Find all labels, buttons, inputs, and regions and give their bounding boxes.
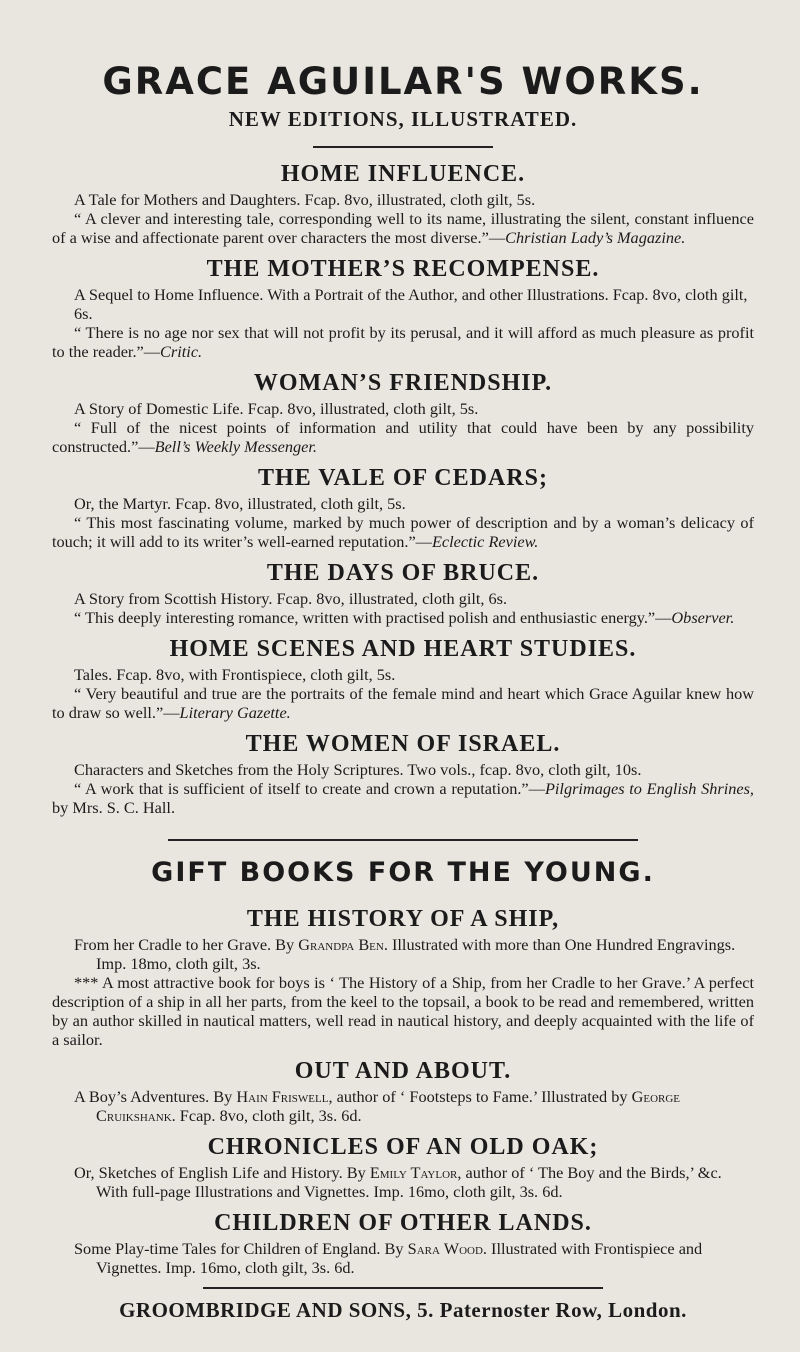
review-source: Pilgrimages to English Shrines, (544, 779, 754, 798)
book-description: Or, the Martyr. Fcap. 8vo, illustrated, cloth gilt, 5s. (74, 494, 406, 513)
book-title: THE MOTHER’S RECOMPENSE. (206, 256, 600, 282)
book-description (74, 1163, 754, 1201)
book-entry (52, 635, 754, 722)
description-text: Or, Sketches of English Life and History. By (74, 1163, 370, 1182)
book-entry (52, 905, 754, 1049)
review-text: “ Full of the nicest points of information and utility that could have been by any possibility constructed.”— (52, 418, 754, 456)
divider (168, 839, 638, 841)
divider (313, 146, 493, 148)
review-source: Christian Lady’s Magazine. (505, 228, 686, 247)
book-description (74, 935, 754, 973)
book-review (52, 608, 754, 627)
author-name: Emily Taylor (369, 1163, 458, 1182)
book-review (52, 209, 754, 247)
book-description: A Tale for Mothers and Daughters. Fcap. 8vo, illustrated, cloth gilt, 5s. (74, 190, 536, 209)
book-review (52, 684, 754, 722)
review-source-suffix: by Mrs. S. C. Hall. (52, 798, 176, 817)
book-description: A Story from Scottish History. Fcap. 8vo, illustrated, cloth gilt, 6s. (74, 589, 508, 608)
description-text: A Boy’s Adventures. By (74, 1087, 237, 1106)
review-text: “ This deeply interesting romance, written with practised polish and enthusiastic energy.”— (74, 608, 672, 627)
description-text: . Fcap. 8vo, cloth gilt, 3s. 6d. (171, 1106, 362, 1125)
description-text: , author of ‘ The Boy and the Birds,’ &c. With full-page Illustrations and Vignettes. Imp. 16mo, cloth gilt, 3s. 6d. (96, 1163, 722, 1201)
publisher-imprint: GROOMBRIDGE AND SONS, 5. Paternoster Row, London. (119, 1298, 687, 1322)
book-title: OUT AND ABOUT. (294, 1058, 512, 1084)
author-name: Sara Wood (407, 1239, 483, 1258)
book-entry (52, 369, 754, 456)
book-review (52, 418, 754, 456)
review-text: “ Very beautiful and true are the portraits of the female mind and heart which Grace Aguilar knew how to draw so well.”— (52, 684, 754, 722)
book-entry (52, 1209, 754, 1277)
review-source: Critic. (160, 342, 203, 361)
gift-books-heading: GIFT BOOKS FOR THE YOUNG. (151, 857, 655, 888)
book-title: CHILDREN OF OTHER LANDS. (214, 1210, 592, 1236)
book-description: Characters and Sketches from the Holy Scriptures. Two vols., fcap. 8vo, cloth gilt, 10s. (74, 760, 642, 779)
book-title: HOME SCENES AND HEART STUDIES. (169, 636, 637, 662)
review-text: “ A clever and interesting tale, corresponding well to its name, illustrating the silent, constant influence of a wise and affectionate parent over characters the most diverse.”— (52, 209, 754, 247)
book-title: CHRONICLES OF AN OLD OAK; (207, 1134, 599, 1160)
book-description: Tales. Fcap. 8vo, with Frontispiece, cloth gilt, 5s. (74, 665, 396, 684)
book-review (52, 323, 754, 361)
review-source: Observer. (671, 608, 735, 627)
book-entry (52, 559, 754, 627)
description-text: Some Play-time Tales for Children of England. By (74, 1239, 408, 1258)
book-title: THE WOMEN OF ISRAEL. (245, 731, 561, 757)
review-text: “ This most fascinating volume, marked by much power of description and by a woman’s delicacy of touch; it will add to its writer’s well-earned reputation.”— (52, 513, 754, 551)
book-entry (52, 160, 754, 247)
review-text: “ A work that is sufficient of itself to create and crown a reputation.”— (74, 779, 545, 798)
review-source: Bell’s Weekly Messenger. (154, 437, 317, 456)
review-source: Eclectic Review. (431, 532, 539, 551)
divider (203, 1287, 603, 1289)
book-description: A Story of Domestic Life. Fcap. 8vo, illustrated, cloth gilt, 5s. (74, 399, 479, 418)
book-entry (52, 730, 754, 817)
book-description (74, 1087, 754, 1125)
book-title: HOME INFLUENCE. (280, 161, 526, 187)
review-source: Literary Gazette. (179, 703, 291, 722)
author-name: Grandpa Ben (298, 935, 384, 954)
book-note: *** A most attractive book for boys is ‘ The History of a Ship, from her Cradle to her Grave.’ A perfect description of a ship in all her parts, from the keel to the topsail, a book to be read and remembered, written by an author skilled in nautical matters, well read in nautical history, and deeply acquainted with the life of a sailor. (52, 973, 754, 1049)
book-review (52, 779, 754, 817)
book-review (52, 513, 754, 551)
book-entry (52, 464, 754, 551)
book-title: THE VALE OF CEDARS; (258, 465, 548, 491)
book-entry (52, 1057, 754, 1125)
author-name: Hain Friswell (236, 1087, 329, 1106)
book-title: WOMAN’S FRIENDSHIP. (253, 370, 553, 396)
illustrator-name: George Cruikshank (96, 1087, 681, 1125)
book-description (74, 1239, 754, 1277)
description-text: From her Cradle to her Grave. By (74, 935, 299, 954)
book-description: A Sequel to Home Influence. With a Portrait of the Author, and other Illustrations. Fcap. 8vo, cloth gilt, 6s. (74, 285, 748, 323)
book-entry (52, 1133, 754, 1201)
page-title: GRACE AGUILAR'S WORKS. (102, 60, 704, 103)
book-entry (52, 255, 754, 361)
description-text: . Illustrated with Frontispiece and Vignettes. Imp. 16mo, cloth gilt, 3s. 6d. (96, 1239, 703, 1277)
review-text: “ There is no age nor sex that will not profit by its perusal, and it will afford as much pleasure as profit to the reader.”— (52, 323, 754, 361)
page-subtitle: NEW EDITIONS, ILLUSTRATED. (228, 107, 578, 131)
description-text: , author of ‘ Footsteps to Fame.’ Illustrated by (328, 1087, 632, 1106)
description-text: . Illustrated with more than One Hundred Engravings. Imp. 18mo, cloth gilt, 3s. (96, 935, 736, 973)
book-title: THE DAYS OF BRUCE. (266, 560, 540, 586)
book-title: THE HISTORY OF A SHIP, (246, 906, 560, 932)
